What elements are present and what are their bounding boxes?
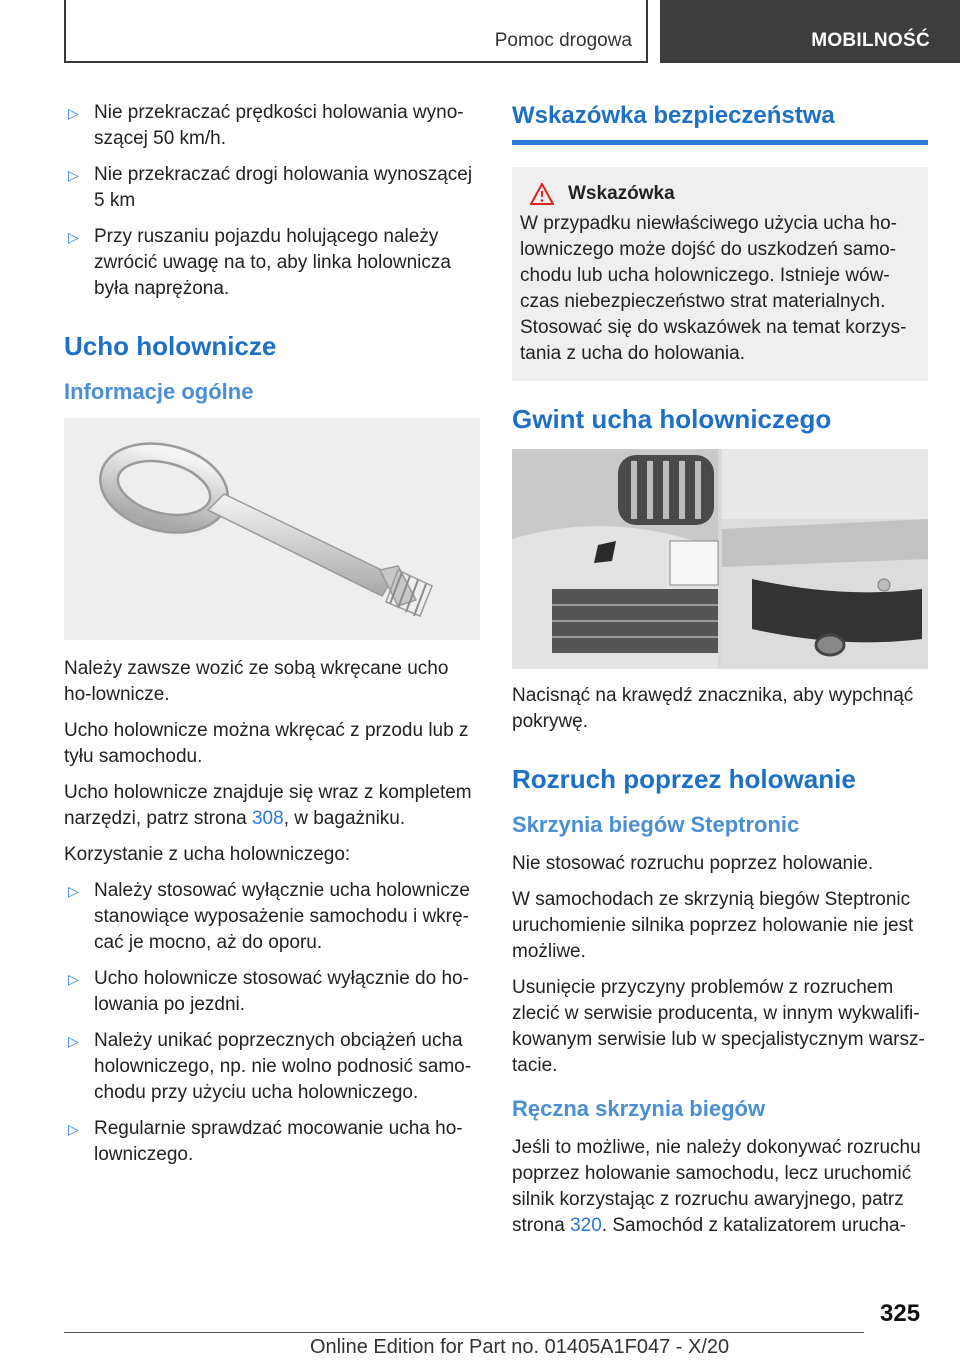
bumper-thread-photo xyxy=(512,449,928,669)
safety-divider xyxy=(512,140,928,145)
list-item: ▷ Nie przekraczać drogi holowania wynoszącej 5 km xyxy=(68,164,473,211)
page-link-320[interactable]: 320 xyxy=(570,1215,602,1236)
heading-thread: Gwint ucha holowniczego xyxy=(512,404,832,434)
list-item: ▷ Nie przekraczać prędkości holowania wyno-szącej 50 km/h. xyxy=(68,102,464,149)
right-column xyxy=(512,100,928,1249)
page-link-308[interactable]: 308 xyxy=(251,808,284,829)
triangle-bullet-icon: ▷ xyxy=(68,105,79,121)
bumper-photos-drawing xyxy=(512,449,928,669)
notice-title: Wskazówka xyxy=(568,183,675,204)
notice-header xyxy=(530,183,914,205)
paragraph: Jeśli to możliwe, nie należy dokonywać rozruchu poprzez holowanie samochodu, lecz uruchomić silnik korzystając z rozruchu awaryjnego, patrz strona 320. Samochód z katalizatorem urucha- xyxy=(512,1137,921,1236)
header-chapter-box xyxy=(660,0,960,63)
header-section-box xyxy=(64,0,648,63)
tow-hook-drawing xyxy=(64,418,480,640)
triangle-bullet-icon: ▷ xyxy=(68,1033,79,1049)
page-number: 325 xyxy=(880,1300,921,1327)
footer-edition: Online Edition for Part no. 01405A1F047 - X/20 xyxy=(310,1336,730,1358)
list-item: ▷ Regularnie sprawdzać mocowanie ucha ho-lowniczego. xyxy=(68,1118,463,1165)
heading-tow-hook: Ucho holownicze xyxy=(64,331,277,361)
paragraph: Nie stosować rozruchu poprzez holowanie. xyxy=(512,853,874,874)
safety-section-title: Wskazówka bezpieczeństwa xyxy=(512,102,835,129)
subheading-general-info: Informacje ogólne xyxy=(64,379,254,404)
paragraph: Należy zawsze wozić ze sobą wkręcane ucho ho-lownicze. xyxy=(64,658,449,705)
list-item: ▷ Przy ruszaniu pojazdu holującego należy zwrócić uwagę na to, aby linka holownicza była naprężona. xyxy=(68,226,451,299)
paragraph: W samochodach ze skrzynią biegów Steptronic uruchomienie silnika poprzez holowanie nie jest możliwe. xyxy=(512,889,914,962)
heading-tow-start: Rozruch poprzez holowanie xyxy=(512,764,856,794)
notice-text: W przypadku niewłaściwego użycia ucha ho-lowniczego może dojść do uszkodzeń samo-chodu lub ucha holowniczego. Istnieje wów-czas niebezpieczeństwo strat materialnych. Stosować się do wskazówek na temat korzys-tania z ucha do holowania. xyxy=(520,213,907,364)
triangle-bullet-icon: ▷ xyxy=(68,167,79,183)
paragraph: Nacisnąć na krawędź znacznika, aby wypchnąć pokrywę. xyxy=(512,685,914,732)
triangle-bullet-icon: ▷ xyxy=(68,229,79,245)
paragraph: Usunięcie przyczyny problemów z rozruchem zlecić w serwisie producenta, w innym wykwalifi-kowanym serwisie lub w specjalistycznym warsz-tacie. xyxy=(512,977,925,1076)
paragraph: Korzystanie z ucha holowniczego: xyxy=(64,844,351,865)
triangle-bullet-icon: ▷ xyxy=(68,1121,79,1137)
safety-notice-box xyxy=(512,167,928,381)
subheading-steptronic: Skrzynia biegów Steptronic xyxy=(512,812,800,837)
tow-hook-illustration xyxy=(64,418,480,640)
list-item: ▷ Należy stosować wyłącznie ucha holownicze stanowiące wyposażenie samochodu i wkrę-cać je mocno, aż do oporu. xyxy=(68,880,470,953)
bullet-list-bottom xyxy=(64,878,480,1168)
subheading-manual-gearbox: Ręczna skrzynia biegów xyxy=(512,1096,766,1121)
list-item: ▷ Należy unikać poprzecznych obciążeń ucha holowniczego, np. nie wolno podnosić samo-chodu przy użyciu ucha holowniczego. xyxy=(68,1030,472,1103)
footer-divider xyxy=(64,1332,864,1333)
bullet-list-top xyxy=(64,100,480,302)
triangle-bullet-icon: ▷ xyxy=(68,971,79,987)
triangle-bullet-icon: ▷ xyxy=(68,883,79,899)
warning-triangle-icon xyxy=(530,183,554,205)
paragraph: Ucho holownicze można wkręcać z przodu lub z tyłu samochodu. xyxy=(64,720,469,767)
list-item: ▷ Ucho holownicze stosować wyłącznie do ho-lowania po jezdni. xyxy=(68,968,469,1015)
paragraph: Ucho holownicze znajduje się wraz z kompletem narzędzi, patrz strona 308, w bagażniku. xyxy=(64,782,472,829)
header-section-title: Pomoc drogowa xyxy=(494,30,632,51)
header-chapter-title: MOBILNOŚĆ xyxy=(811,30,930,51)
left-column xyxy=(64,100,480,1182)
